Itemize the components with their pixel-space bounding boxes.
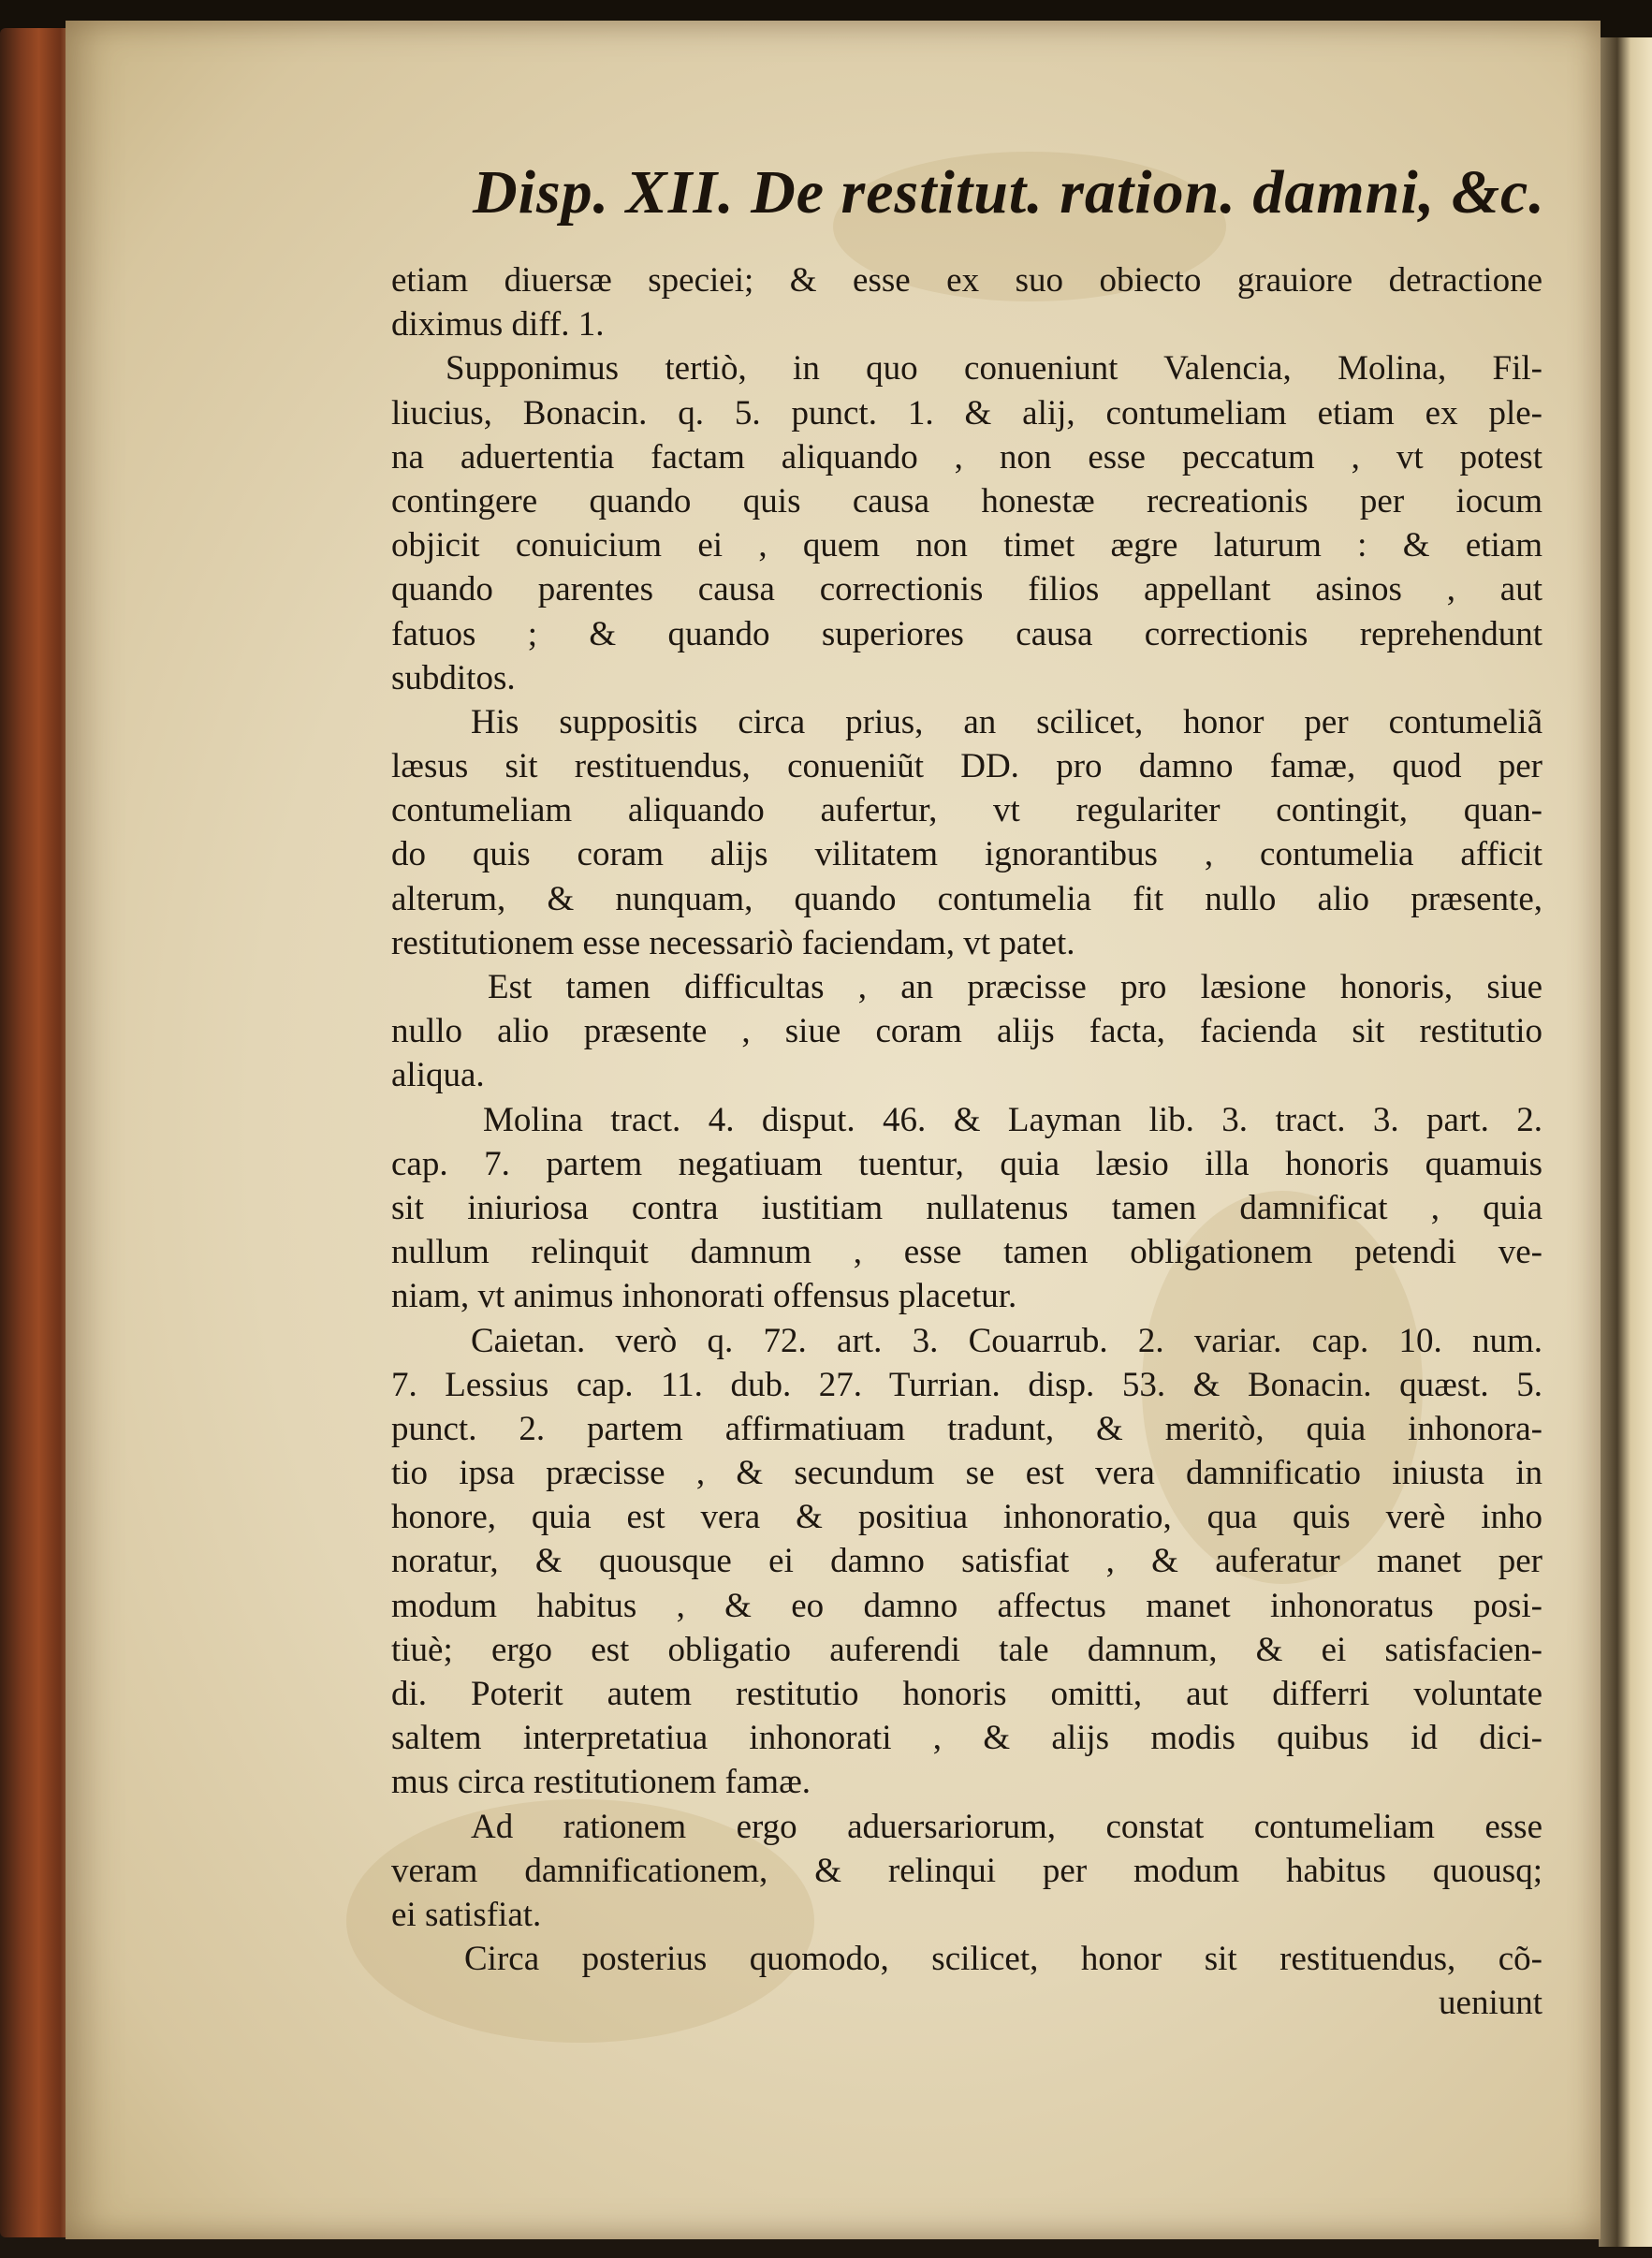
text-line: Ad rationem ergo aduersariorum, constat contumeliam esse <box>471 1807 1542 1846</box>
text-line: His suppositis circa prius, an scilicet, honor per contumeliã <box>471 702 1542 741</box>
text-line: niam, vt animus inhonorati offensus placetur. <box>391 1277 1017 1316</box>
text-line: sit iniuriosa contra iustitiam nullatenus tamen damnificat , quia <box>391 1188 1542 1227</box>
text-line: subditos. <box>391 658 516 697</box>
text-line: Molina tract. 4. disput. 46. & Layman lib. 3. tract. 3. part. 2. <box>483 1100 1542 1139</box>
text-line: cap. 7. partem negatiuam tuentur, quia læsio illa honoris quamuis <box>391 1144 1542 1183</box>
text-line: noratur, & quousque ei damno satisfiat , & auferatur manet per <box>391 1542 1542 1581</box>
text-line: diximus diff. 1. <box>391 305 605 345</box>
text-line: quando parentes causa correctionis filios appellant asinos , aut <box>391 570 1542 609</box>
text-line: ei satisfiat. <box>391 1895 542 1934</box>
text-line: 7. Lessius cap. 11. dub. 27. Turrian. disp. 53. & Bonacin. quæst. 5. <box>391 1365 1542 1404</box>
text-line: etiam diuersæ speciei; & esse ex suo obiecto grauiore detractione <box>391 261 1542 300</box>
text-line: tio ipsa præcisse , & secundum se est vera damnificatio iniusta in <box>391 1454 1542 1493</box>
text-line: læsus sit restituendus, conueniũt DD. pro damno famæ, quod per <box>391 747 1542 786</box>
body-text <box>391 258 1542 2026</box>
text-line: nullum relinquit damnum , esse tamen obligationem petendi ve- <box>391 1233 1542 1272</box>
text-line: do quis coram alijs vilitatem ignorantibus , contumelia afficit <box>391 835 1542 874</box>
running-header: Disp. XII. De restitut. ration. damni, &c. <box>473 158 1545 227</box>
text-line: modum habitus , & eo damno affectus manet inhonoratus posi- <box>391 1586 1542 1625</box>
text-line: liucius, Bonacin. q. 5. punct. 1. & alij, contumeliam etiam ex ple- <box>391 393 1542 433</box>
text-line: fatuos ; & quando superiores causa correctionis reprehendunt <box>391 614 1542 653</box>
text-line: aliqua. <box>391 1056 485 1095</box>
text-line: contingere quando quis causa honestæ recreationis per iocum <box>391 481 1542 521</box>
text-line: nullo alio præsente , siue coram alijs facta, facienda sit restitutio <box>391 1012 1542 1051</box>
text-line: di. Poterit autem restitutio honoris omitti, aut differri voluntate <box>391 1675 1542 1713</box>
text-line: saltem interpretatiua inhonorati , & alijs modis quibus id dici- <box>391 1719 1542 1758</box>
text-line: na aduertentia factam aliquando , non esse peccatum , vt potest <box>391 437 1542 477</box>
page-edge-right <box>1599 37 1652 2247</box>
text-line: Supponimus tertiò, in quo conueniunt Valencia, Molina, Fil- <box>446 349 1542 389</box>
text-line: punct. 2. partem affirmatiuam tradunt, & meritò, quia inhonora- <box>391 1409 1542 1448</box>
text-line: mus circa restitutionem famæ. <box>391 1763 811 1802</box>
text-line: ueniunt <box>1439 1984 1542 2023</box>
text-line: objicit conuicium ei , quem non timet ægre laturum : & etiam <box>391 526 1542 565</box>
text-line: veram damnificationem, & relinqui per modum habitus quousq; <box>391 1851 1542 1890</box>
text-line: Circa posterius quomodo, scilicet, honor sit restituendus, cõ- <box>464 1940 1542 1979</box>
text-line: tiuè; ergo est obligatio auferendi tale damnum, & ei satisfacien- <box>391 1630 1542 1669</box>
text-line: contumeliam aliquando aufertur, vt regulariter contingit, quan- <box>391 791 1542 830</box>
text-line: Est tamen difficultas , an præcisse pro læsione honoris, siue <box>488 968 1542 1006</box>
text-line: honore, quia est vera & positiua inhonoratio, qua quis verè inho <box>391 1498 1542 1537</box>
text-line: restitutionem esse necessariò faciendam, vt patet. <box>391 923 1075 962</box>
text-line: alterum, & nunquam, quando contumelia fit nullo alio præsente, <box>391 879 1542 918</box>
text-line: Caietan. verò q. 72. art. 3. Couarrub. 2. variar. cap. 10. num. <box>471 1321 1542 1360</box>
